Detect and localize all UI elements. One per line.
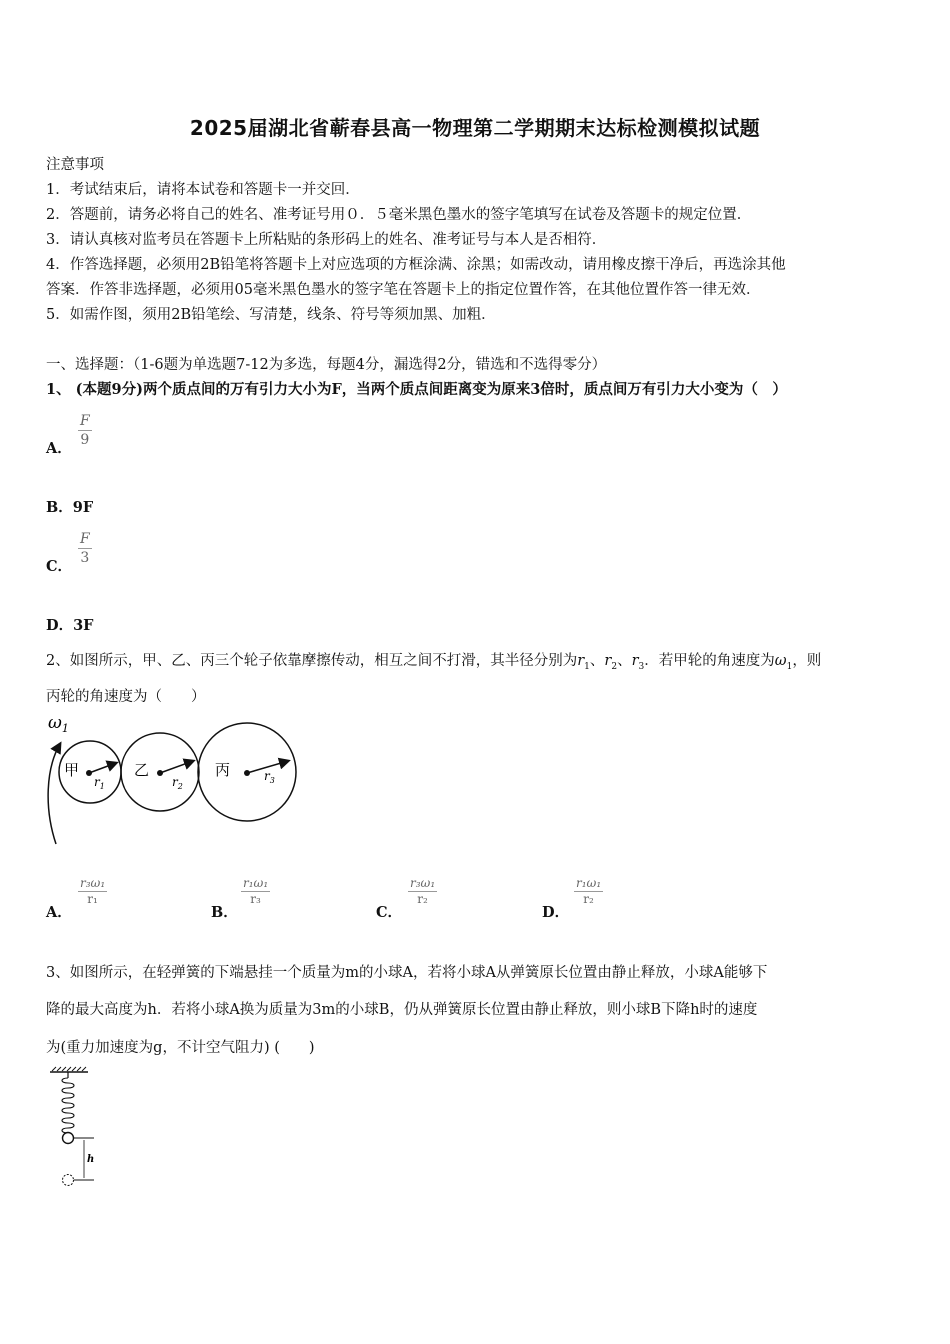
section-heading: 一、选择题：（1-6题为单选题7-12为多选，每题4分，漏选得2分，错选和不选得零分）	[46, 357, 607, 373]
note-item: 2．答题前，请务必将自己的姓名、准考证号用０．５毫米黑色墨水的签字笔填写在试卷及答题卡的规定位置．	[46, 207, 752, 223]
radius-arrow-2	[160, 761, 193, 773]
ball-start	[63, 1133, 74, 1144]
q1-option-b[interactable]: B．9F	[46, 499, 94, 516]
r2-label: $r_2$	[172, 775, 183, 791]
q1-option-d[interactable]: D．3F	[46, 617, 94, 634]
page-title: 2025届湖北省蕲春县高一物理第二学期期末达标检测模拟试题	[189, 116, 761, 140]
r1-label: $r_1$	[94, 775, 105, 791]
q2-options: A． $\frac{\text{r₃ω₁}}{\text{r₁}}$ B． $\frac{\text{r₁ω₁}}{\text{r₃}}$ C． $\frac{\text{r₃ω₁}}{\text{r₂}}$ D． $\frac{\text{r₁ω₁}}{\text{r₂}}$	[46, 876, 602, 921]
r3-label: $r_3$	[264, 769, 275, 785]
notes-heading: 注意事项	[46, 157, 104, 173]
q3-spring-figure	[48, 1066, 108, 1191]
rotation-arrow	[48, 744, 60, 844]
q3-stem-line2: 降的最大高度为h．若将小球A换为质量为3m的小球B，仍从弹簧原长位置由静止释放，则小球B下降h时的速度	[46, 1002, 758, 1018]
q1-option-a-fraction: $\frac{F}{9}$	[80, 413, 90, 448]
q1-option-c-label: C．	[46, 558, 73, 575]
wheel-bing-label: 丙	[215, 761, 231, 779]
note-item: 3．请认真核对监考员在答题卡上所粘贴的条形码上的姓名、准考证号与本人是否相符．	[46, 232, 607, 248]
q2-stem-line1: 2、如图所示，甲、乙、丙三个轮子依靠摩擦传动，相互之间不打滑，其半径分别为$r_1$、$r_2$、$r_3$．若甲轮的角速度为$\omega_1$，则	[46, 653, 822, 672]
spring-coil	[62, 1078, 74, 1133]
wheel-jia-label: 甲	[64, 761, 80, 779]
q1-option-c-fraction: $\frac{F}{3}$	[80, 531, 90, 566]
ball-end	[63, 1175, 74, 1186]
q2-stem-line2: 丙轮的角速度为（ ）	[46, 689, 206, 705]
note-item: 4．作答选择题，必须用2B铅笔将答题卡上对应选项的方框涂满、涂黑；如需改动，请用橡皮擦干净后，再选涂其他	[46, 257, 786, 273]
note-item: 1．考试结束后，请将本试卷和答题卡一并交回．	[46, 182, 360, 198]
q3-stem-line3: 为(重力加速度为g，不计空气阻力) ( )	[46, 1040, 315, 1056]
wheel-yi-label: 乙	[134, 761, 150, 779]
note-item: 5．如需作图，须用2B铅笔绘、写清楚，线条、符号等须加黑、加粗．	[46, 307, 496, 323]
h-label: h	[87, 1154, 95, 1165]
note-item: 答案．作答非选择题，必须用05毫米黑色墨水的签字笔在答题卡上的指定位置作答，在其他位置作答一律无效．	[46, 282, 761, 298]
q1-stem: 1、 (本题9分)两个质点间的万有引力大小为F，当两个质点间距离变为原来3倍时，质点间万有引力大小变为（ ）	[46, 381, 787, 398]
ceiling-hatch	[52, 1067, 86, 1071]
omega-label: $\omega_1$	[48, 713, 69, 735]
q3-stem-line1: 3、如图所示，在轻弹簧的下端悬挂一个质量为m的小球A，若将小球A从弹簧原长位置由静止释放，小球A能够下	[46, 965, 768, 981]
radius-arrow-1	[89, 763, 116, 773]
q2-wheels-figure	[40, 708, 310, 853]
q1-option-a-label: A．	[46, 440, 72, 457]
